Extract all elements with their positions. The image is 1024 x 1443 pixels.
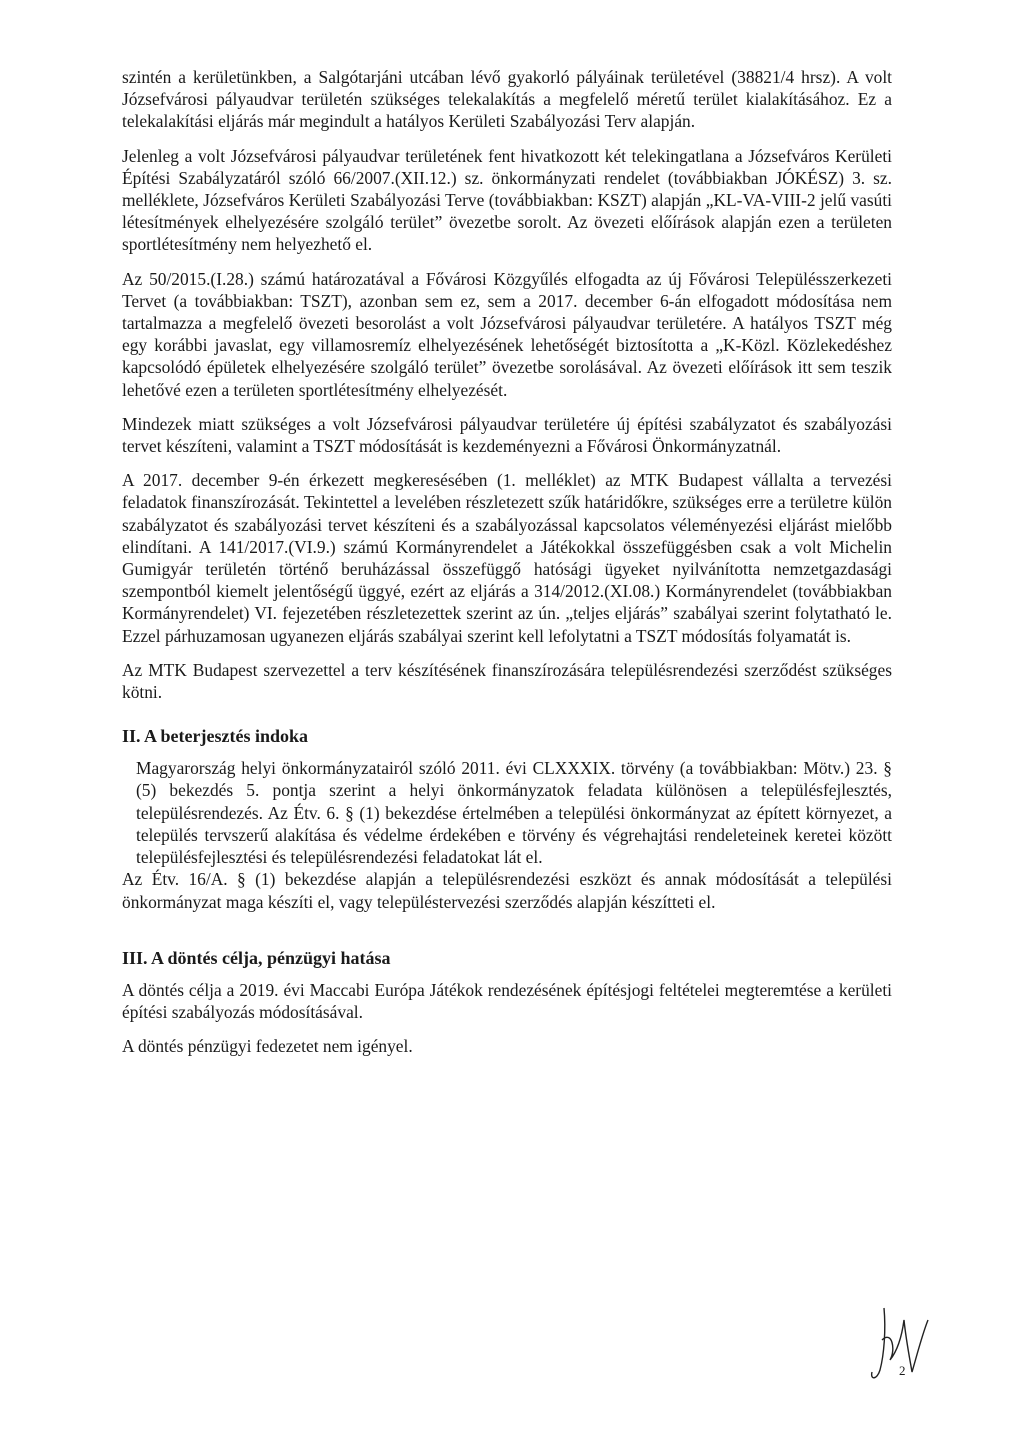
paragraph-intro-6: Az MTK Budapest szervezettel a terv készítésének finanszírozására településrendezési szerződést szükséges kötni. <box>122 659 892 703</box>
section-2-body <box>136 757 892 868</box>
paragraph-intro-3: Az 50/2015.(I.28.) számú határozatával a Fővárosi Közgyűlés elfogadta az új Fővárosi Településszerkezeti Tervet (a továbbiakban: TSZT), azonban sem ez, sem a 2017. december 6-án elfogadott módosítása nem tartalmazza a megfelelő övezeti besorolást a volt Józsefvárosi pályaudvar területére. A hatályos TSZT még egy korábbi javaslat, egy villamosremíz elhelyezésének lehetőségét biztosította a „K-Közl. Közlekedéshez kapcsolódó épületek elhelyezésére szolgáló terület” övezetbe sorolásával. Az övezeti előírások itt sem teszik lehetővé ezen a területen sportlétesítmény elhelyezését. <box>122 268 892 400</box>
section-3-paragraph-1: A döntés célja a 2019. évi Maccabi Európa Játékok rendezésének építésjogi feltételei megteremtése a kerületi építési szabályozás módosításával. <box>122 979 892 1022</box>
section-2-paragraph-2: Az Étv. 16/A. § (1) bekezdése alapján a településrendezési eszközt és annak módosítását a települési önkormányzat maga készíti el, vagy településtervezési szerződés alapján készítteti el. <box>122 869 892 912</box>
paragraph-intro-4: Mindezek miatt szükséges a volt Józsefvárosi pályaudvar területére új építési szabályzatot és szabályozási tervet készíteni, valamint a TSZT módosítását is kezdeményezni a Fővárosi Önkormányzatnál. <box>122 413 892 457</box>
section-2-heading: II. A beterjesztés indoka <box>122 726 308 747</box>
section-3-heading: III. A döntés célja, pénzügyi hatása <box>122 947 391 968</box>
section-2-paragraph-1: Magyarország helyi önkormányzatairól szóló 2011. évi CLXXXIX. törvény (a továbbiakban: Mötv.) 23. § (5) bekezdés 5. pontja szerint a helyi önkormányzatok feladata különösen a településfejlesztés, településrendezés. Az Étv. 6. § (1) bekezdése értelmében a települési önkormányzat az épített környezet, a település tervszerű alakítása és védelme érdekében e törvény és végrehajtási rendeleteinek keretei között településfejlesztési és településrendezési feladatokat lát el. <box>136 758 892 868</box>
paragraph-intro-1: szintén a kerületünkben, a Salgótarjáni utcában lévő gyakorló pályáinak területével (38821/4 hrsz). A volt Józsefvárosi pályaudvar területén szükséges telekalakítás a megfelelő méretű terület kialakításához. Ez a telekalakítási eljárás már megindult a hatályos Kerületi Szabályozási Terv alapján. <box>122 67 892 132</box>
document-body <box>122 66 892 1069</box>
page-number: 2 <box>899 1363 906 1378</box>
paragraph-intro-2: Jelenleg a volt Józsefvárosi pályaudvar területének fent hivatkozott két telekingatlana a Józsefváros Kerületi Építési Szabályzatáról szóló 66/2007.(XII.12.) sz. önkormányzati rendelet (továbbiakban JÓKÉSZ) 3. sz. melléklete, Józsefváros Kerületi Szabályozási Terve (továbbiakban: KSZT) alapján „KL-VA-VIII-2 jelű vasúti létesítmények elhelyezésére szolgáló terület” övezetbe sorolt. Az övezeti előírások alapján ezen a területen sportlétesítmény nem helyezhető el. <box>122 145 892 255</box>
paragraph-intro-5: A 2017. december 9-én érkezett megkeresésében (1. melléklet) az MTK Budapest vállalta a tervezési feladatok finanszírozását. Tekintettel a levelében részletezett szűk határidőkre, szükséges erre a területre külön szabályzatot és szabályozási tervet készíteni és a szabályozással kapcsolatos véleményezési eljárást mielőbb elindítani. A 141/2017.(VI.9.) számú Kormányrendelet a Játékokkal összefüggésben csak a volt Michelin Gumigyár területén történő beruházással összefüggő hatósági ügyeket nyilvánította nemzetgazdasági szempontból kiemelt jelentőségű üggyé, ezért az eljárás a 314/2012.(XI.08.) Kormányrendelet (továbbiakban Kormányrendelet) VI. fejezetében részletezettek szerint az ún. „teljes eljárás” szabályai szerint folytatható le. Ezzel párhuzamosan ugyanezen eljárás szabályai szerint kell lefolytatni a TSZT módosítás folyamatát is. <box>122 470 892 646</box>
section-3-paragraph-2: A döntés pénzügyi fedezetet nem igényel. <box>122 1036 413 1057</box>
